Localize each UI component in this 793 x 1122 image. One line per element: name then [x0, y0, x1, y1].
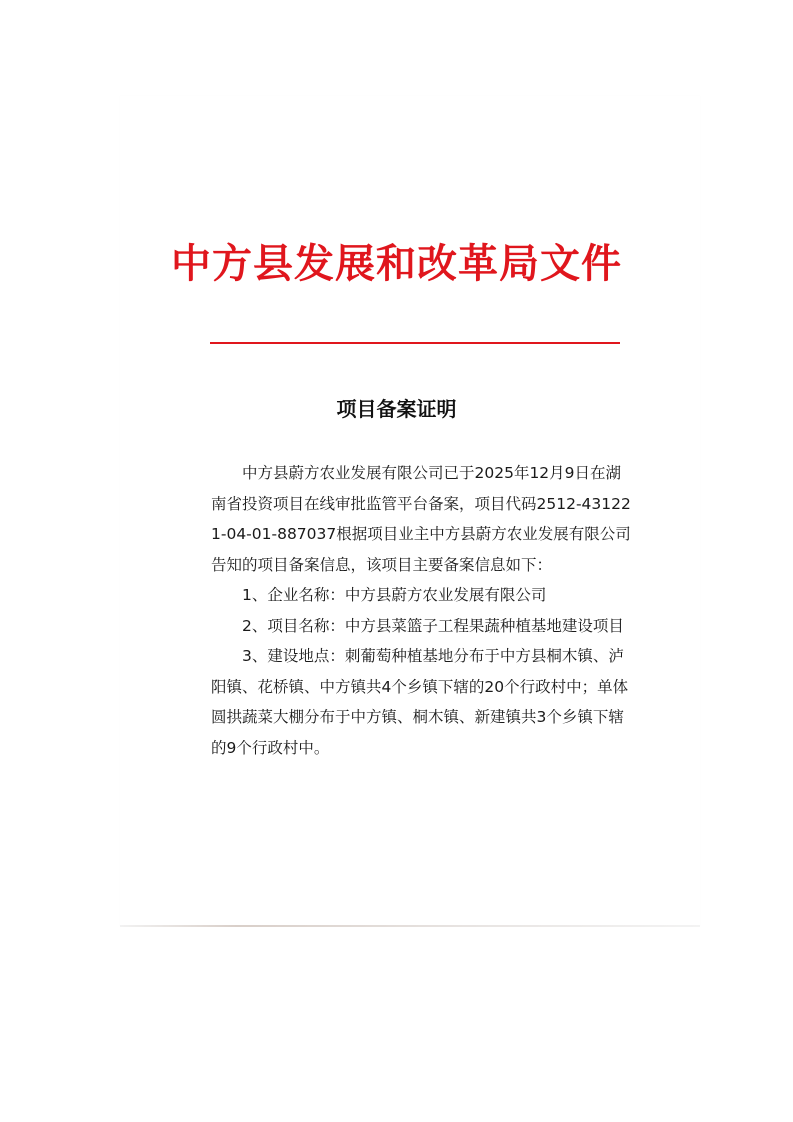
scan-page-edge [120, 925, 700, 927]
document-title: 项目备案证明 [336, 397, 457, 421]
document-body [211, 458, 636, 763]
item-construction-site: 3、建设地点：刺葡萄种植基地分布于中方县桐木镇、泸阳镇、花桥镇、中方镇共4个乡镇下辖的20个行政村中；单体圆拱蔬菜大棚分布于中方镇、桐木镇、新建镇共3个乡镇下辖的9个行政村中。 [211, 647, 629, 757]
item-project-name: 2、项目名称：中方县菜篮子工程果蔬种植基地建设项目 [242, 616, 624, 635]
intro-paragraph: 中方县蔚方农业发展有限公司已于2025年12月9日在湖南省投资项目在线审批监管平台备案，项目代码2512-431221-04-01-887037根据项目业主中方县蔚方农业发展有限公司告知的项目备案信息，该项目主要备案信息如下： [211, 464, 631, 574]
letterhead-red-rule [210, 342, 620, 344]
item-company-name: 1、企业名称：中方县蔚方农业发展有限公司 [242, 586, 547, 604]
letterhead-title: 中方县发展和改革局文件 [171, 240, 622, 287]
